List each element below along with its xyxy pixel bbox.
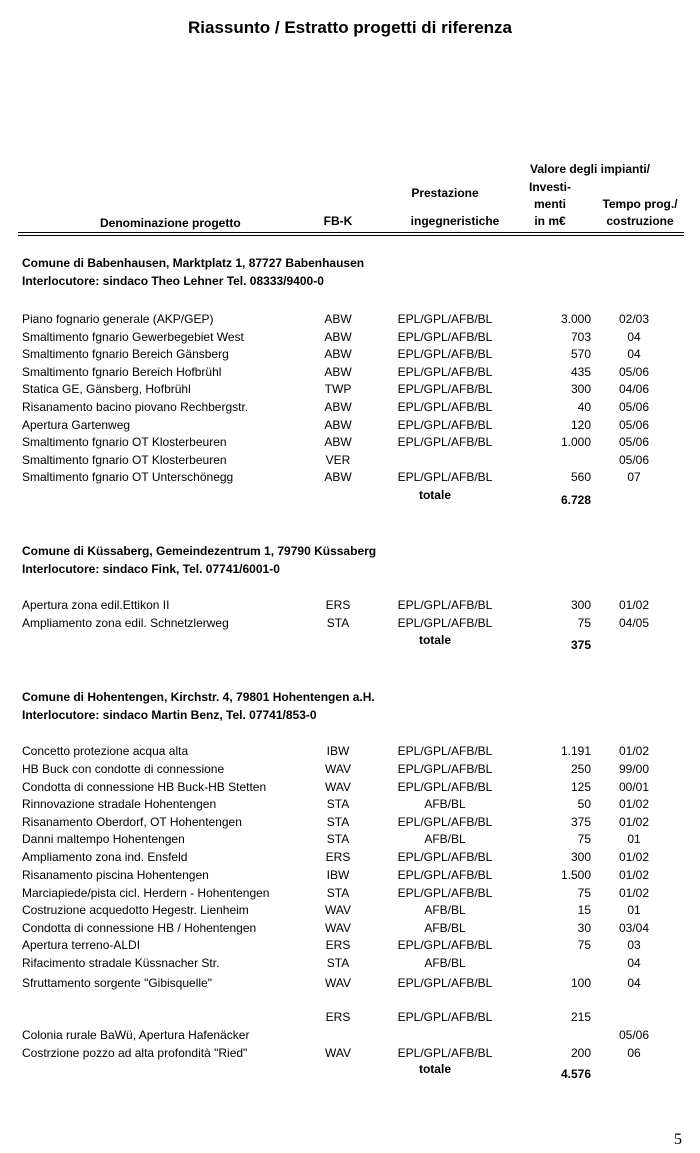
row-fbk: WAV — [325, 976, 351, 990]
row-name: Ampliamento zona edil. Schnetzlerweg — [22, 616, 229, 630]
row-fbk: ABW — [324, 435, 352, 449]
row-prestazione: AFB/BL — [424, 921, 466, 935]
row-fbk: WAV — [325, 1046, 351, 1060]
header-value-line3: menti — [533, 197, 566, 211]
header-rule-top — [18, 232, 684, 233]
row-tempo: 01/02 — [618, 744, 650, 758]
row-prestazione: AFB/BL — [424, 956, 466, 970]
row-tempo: 04/06 — [618, 382, 650, 396]
section-contact: Interlocutore: sindaco Fink, Tel. 07741/6001-0 — [22, 562, 280, 576]
row-fbk: ABW — [324, 330, 352, 344]
row-tempo: 04/05 — [618, 616, 650, 630]
row-name: Risanamento bacino piovano Rechbergstr. — [22, 400, 249, 414]
row-prestazione: EPL/GPL/AFB/BL — [397, 365, 493, 379]
row-fbk: WAV — [325, 921, 351, 935]
row-value: 100 — [570, 976, 591, 990]
row-value: 1.191 — [560, 744, 591, 758]
row-fbk: ERS — [325, 598, 351, 612]
row-fbk: TWP — [324, 382, 352, 396]
row-name: Apertura terreno-ALDI — [22, 938, 141, 952]
row-fbk: STA — [326, 956, 350, 970]
header-tempo-line2: costruzione — [606, 214, 674, 228]
row-value: 215 — [570, 1010, 591, 1024]
section-contact: Interlocutore: sindaco Martin Benz, Tel. 07741/853-0 — [22, 708, 317, 722]
row-fbk: IBW — [326, 868, 350, 882]
row-prestazione: EPL/GPL/AFB/BL — [397, 744, 493, 758]
row-value: 75 — [577, 886, 591, 900]
row-name: Condotta di connessione HB / Hohentengen — [22, 921, 257, 935]
row-name: Risanamento Oberdorf, OT Hohentengen — [22, 815, 242, 829]
row-name: Colonia rurale BaWü, Apertura Hafenäcker — [22, 1028, 250, 1042]
section-title: Comune di Küssaberg, Gemeindezentrum 1, 79790 Küssaberg — [22, 544, 377, 558]
section-total-value: 375 — [570, 638, 591, 652]
row-fbk: WAV — [325, 780, 351, 794]
row-fbk: ABW — [324, 365, 352, 379]
header-denominazione: Denominazione progetto — [100, 216, 241, 230]
row-fbk: WAV — [325, 903, 351, 917]
row-name: Ampliamento zona ind. Ensfeld — [22, 850, 188, 864]
section-title: Comune di Babenhausen, Marktplatz 1, 87727 Babenhausen — [22, 256, 365, 270]
row-prestazione: EPL/GPL/AFB/BL — [397, 418, 493, 432]
row-name: Costruzione acquedotto Hegestr. Lienheim — [22, 903, 249, 917]
row-name: Concetto protezione acqua alta — [22, 744, 189, 758]
row-tempo: 01/02 — [618, 886, 650, 900]
row-value: 250 — [570, 762, 591, 776]
row-prestazione: EPL/GPL/AFB/BL — [397, 976, 493, 990]
section-contact: Interlocutore: sindaco Theo Lehner Tel. 08333/9400-0 — [22, 274, 324, 288]
row-tempo: 05/06 — [618, 365, 650, 379]
row-tempo: 05/06 — [618, 400, 650, 414]
row-prestazione: EPL/GPL/AFB/BL — [397, 850, 493, 864]
row-tempo: 07 — [627, 470, 641, 484]
row-prestazione: EPL/GPL/AFB/BL — [397, 435, 493, 449]
row-fbk: STA — [326, 616, 350, 630]
row-value: 1.500 — [560, 868, 591, 882]
row-name: Sfruttamento sorgente "Gibisquelle" — [22, 976, 212, 990]
row-prestazione: EPL/GPL/AFB/BL — [397, 780, 493, 794]
row-value: 120 — [570, 418, 591, 432]
row-prestazione: EPL/GPL/AFB/BL — [397, 400, 493, 414]
row-value: 300 — [570, 382, 591, 396]
row-name: Costrzione pozzo ad alta profondità "Ried" — [22, 1046, 248, 1060]
row-value: 125 — [570, 780, 591, 794]
row-prestazione: EPL/GPL/AFB/BL — [397, 762, 493, 776]
row-fbk: STA — [326, 886, 350, 900]
header-value-line4: in m€ — [534, 214, 566, 228]
row-prestazione: EPL/GPL/AFB/BL — [397, 616, 493, 630]
row-fbk: STA — [326, 815, 350, 829]
row-name: Risanamento piscina Hohentengen — [22, 868, 209, 882]
section-total-value: 6.728 — [560, 493, 591, 507]
row-name: Smaltimento fgnario OT Klosterbeuren — [22, 435, 227, 449]
row-value: 200 — [570, 1046, 591, 1060]
section-total-value: 4.576 — [560, 1067, 591, 1081]
row-tempo: 05/06 — [618, 418, 650, 432]
row-fbk: STA — [326, 797, 350, 811]
row-fbk: ABW — [324, 470, 352, 484]
header-rule-bottom — [18, 235, 684, 236]
row-tempo: 04 — [627, 956, 641, 970]
row-fbk: ABW — [324, 312, 352, 326]
row-name: Apertura zona edil.Ettikon II — [22, 598, 170, 612]
row-fbk: IBW — [326, 744, 350, 758]
row-prestazione: AFB/BL — [424, 903, 466, 917]
row-name: Rinnovazione stradale Hohentengen — [22, 797, 217, 811]
row-value: 435 — [570, 365, 591, 379]
row-fbk: WAV — [325, 762, 351, 776]
row-value: 15 — [577, 903, 591, 917]
row-name: Condotta di connessione HB Buck-HB Stetten — [22, 780, 267, 794]
row-tempo: 01/02 — [618, 868, 650, 882]
row-tempo: 01 — [627, 832, 641, 846]
header-value-line1: Valore degli impianti/ — [529, 162, 651, 176]
row-name: Smaltimento fgnario OT Klosterbeuren — [22, 453, 227, 467]
row-name: Marciapiede/pista cicl. Herdern - Hohentengen — [22, 886, 270, 900]
row-name: HB Buck con condotte di connessione — [22, 762, 225, 776]
row-prestazione: EPL/GPL/AFB/BL — [397, 470, 493, 484]
row-prestazione: EPL/GPL/AFB/BL — [397, 815, 493, 829]
row-name: Smaltimento fgnario Bereich Hofbrühl — [22, 365, 222, 379]
row-name: Smaltimento fgnario Bereich Gänsberg — [22, 347, 229, 361]
page-title: Riassunto / Estratto progetti di riferenza — [188, 18, 512, 37]
row-prestazione: EPL/GPL/AFB/BL — [397, 868, 493, 882]
section-total-label: totale — [418, 633, 451, 647]
row-prestazione: EPL/GPL/AFB/BL — [397, 382, 493, 396]
section-total-label: totale — [418, 488, 451, 502]
row-fbk: VER — [325, 453, 351, 467]
row-name: Statica GE, Gänsberg, Hofbrühl — [22, 382, 191, 396]
row-tempo: 05/06 — [618, 453, 650, 467]
row-tempo: 04 — [627, 976, 641, 990]
row-value: 30 — [577, 921, 591, 935]
row-name: Danni maltempo Hohentengen — [22, 832, 185, 846]
row-tempo: 05/06 — [618, 435, 650, 449]
row-tempo: 06 — [627, 1046, 641, 1060]
row-tempo: 01/02 — [618, 598, 650, 612]
row-name: Smaltimento fgnario OT Unterschönegg — [22, 470, 234, 484]
row-value: 40 — [577, 400, 591, 414]
row-prestazione: EPL/GPL/AFB/BL — [397, 330, 493, 344]
row-value: 703 — [570, 330, 591, 344]
header-tempo-line1: Tempo prog./ — [602, 197, 678, 211]
row-name: Apertura Gartenweg — [22, 418, 131, 432]
row-tempo: 00/01 — [618, 780, 650, 794]
header-prestazione-line2: ingegneristiche — [410, 214, 500, 228]
page-number: 5 — [674, 1131, 682, 1148]
row-prestazione: EPL/GPL/AFB/BL — [397, 1046, 493, 1060]
row-value: 1.000 — [560, 435, 591, 449]
row-name: Rifacimento stradale Küssnacher Str. — [22, 956, 220, 970]
row-value: 300 — [570, 850, 591, 864]
row-prestazione: AFB/BL — [424, 797, 466, 811]
row-prestazione: AFB/BL — [424, 832, 466, 846]
row-value: 375 — [570, 815, 591, 829]
row-tempo: 02/03 — [618, 312, 650, 326]
row-value: 300 — [570, 598, 591, 612]
row-fbk: ERS — [325, 1010, 351, 1024]
row-prestazione: EPL/GPL/AFB/BL — [397, 598, 493, 612]
row-value: 75 — [577, 616, 591, 630]
row-tempo: 03 — [627, 938, 641, 952]
header-prestazione-line1: Prestazione — [411, 186, 479, 200]
row-tempo: 01/02 — [618, 815, 650, 829]
row-prestazione: EPL/GPL/AFB/BL — [397, 347, 493, 361]
row-tempo: 01/02 — [618, 850, 650, 864]
row-value: 75 — [577, 938, 591, 952]
row-prestazione: EPL/GPL/AFB/BL — [397, 886, 493, 900]
row-tempo: 04 — [627, 330, 641, 344]
section-total-label: totale — [418, 1062, 451, 1076]
row-value: 560 — [570, 470, 591, 484]
header-value-line2: Investi- — [528, 180, 571, 194]
row-prestazione: EPL/GPL/AFB/BL — [397, 938, 493, 952]
header-fbk: FB-K — [323, 214, 353, 228]
row-fbk: ABW — [324, 418, 352, 432]
row-tempo: 01/02 — [618, 797, 650, 811]
row-fbk: ABW — [324, 400, 352, 414]
row-value: 50 — [577, 797, 591, 811]
row-prestazione: EPL/GPL/AFB/BL — [397, 312, 493, 326]
row-fbk: ERS — [325, 938, 351, 952]
row-tempo: 03/04 — [618, 921, 650, 935]
row-fbk: STA — [326, 832, 350, 846]
section-title: Comune di Hohentengen, Kirchstr. 4, 79801 Hohentengen a.H. — [22, 690, 375, 704]
row-tempo: 05/06 — [618, 1028, 650, 1042]
row-value: 75 — [577, 832, 591, 846]
row-tempo: 01 — [627, 903, 641, 917]
row-prestazione: EPL/GPL/AFB/BL — [397, 1010, 493, 1024]
row-fbk: ERS — [325, 850, 351, 864]
row-value: 570 — [570, 347, 591, 361]
row-tempo: 04 — [627, 347, 641, 361]
row-name: Smaltimento fgnario Gewerbegebiet West — [22, 330, 244, 344]
row-tempo: 99/00 — [618, 762, 650, 776]
row-value: 3.000 — [560, 312, 591, 326]
row-name: Piano fognario generale (AKP/GEP) — [22, 312, 214, 326]
row-fbk: ABW — [324, 347, 352, 361]
